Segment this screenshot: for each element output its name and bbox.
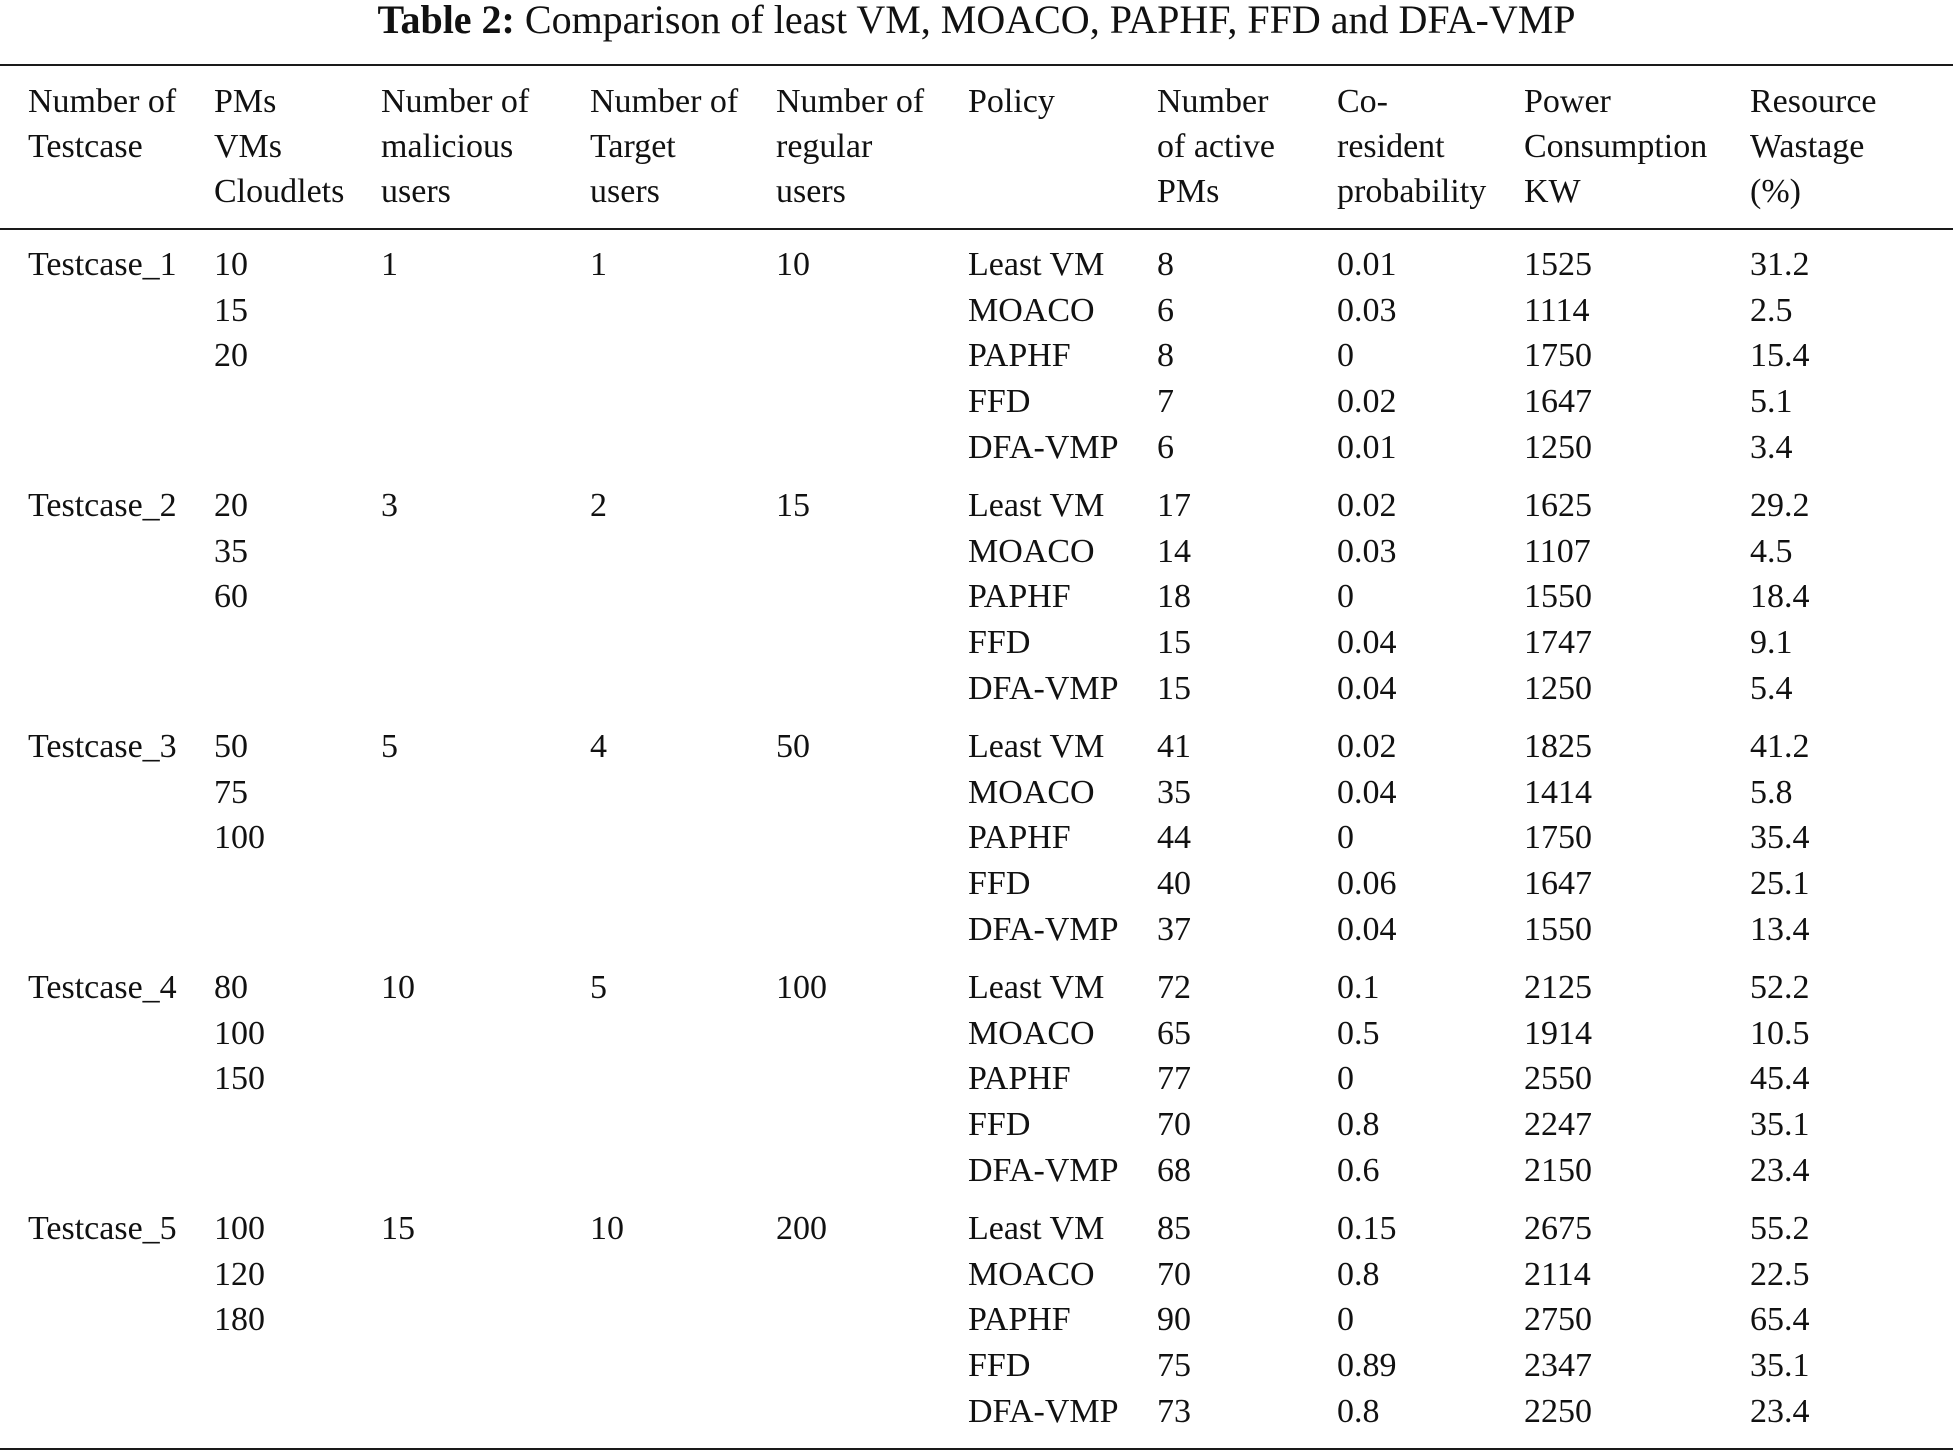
active-pms-value: 65: [1157, 1014, 1191, 1052]
policy-name: PAPHF: [968, 1301, 1071, 1339]
active-pms-value: 73: [1157, 1392, 1191, 1430]
coresident-probability-value: 0.5: [1337, 1014, 1380, 1052]
malicious-users-value: 10: [381, 969, 415, 1006]
power-consumption-value: 2250: [1524, 1392, 1592, 1430]
column-header-line: Number of: [381, 83, 530, 120]
active-pms-value: 70: [1157, 1106, 1191, 1144]
column-header-line: Number of: [28, 83, 177, 120]
power-consumption-value: 1647: [1524, 865, 1592, 903]
coresident-probability-value: 0.01: [1337, 428, 1397, 466]
coresident-probability-value: 0.89: [1337, 1347, 1397, 1385]
pms-vms-cloudlets-value: 60: [214, 578, 248, 616]
column-header-line: Number of: [590, 83, 739, 120]
testcase-name: Testcase_1: [28, 246, 177, 283]
regular-users-value: 50: [776, 728, 810, 765]
pms-vms-cloudlets-value: 100: [214, 1014, 265, 1052]
column-header-line: Target: [590, 128, 676, 165]
resource-wastage-value: 15.4: [1750, 337, 1810, 375]
coresident-probability-value: 0: [1337, 819, 1354, 857]
power-consumption-value: 2125: [1524, 969, 1592, 1006]
coresident-probability-value: 0.15: [1337, 1210, 1397, 1247]
resource-wastage-value: 35.1: [1750, 1106, 1810, 1144]
policy-name: PAPHF: [968, 819, 1071, 857]
power-consumption-value: 1250: [1524, 428, 1592, 466]
column-header-line: (%): [1750, 173, 1801, 210]
coresident-probability-value: 0.02: [1337, 383, 1397, 421]
regular-users-value: 200: [776, 1210, 827, 1247]
power-consumption-value: 1914: [1524, 1014, 1592, 1052]
coresident-probability-value: 0.1: [1337, 969, 1380, 1006]
power-consumption-value: 1747: [1524, 624, 1592, 662]
coresident-probability-value: 0.03: [1337, 532, 1397, 570]
resource-wastage-value: 23.4: [1750, 1151, 1810, 1189]
policy-name: MOACO: [968, 291, 1095, 329]
column-header: [776, 79, 924, 214]
column-header: [28, 79, 176, 169]
active-pms-value: 18: [1157, 578, 1191, 616]
active-pms-value: 6: [1157, 291, 1174, 329]
table-caption: [0, 0, 1953, 40]
target-users-value: 2: [590, 487, 607, 524]
policy-name: Least VM: [968, 728, 1105, 765]
column-header: [1524, 79, 1707, 214]
power-consumption-value: 2550: [1524, 1060, 1592, 1098]
policy-name: FFD: [968, 1347, 1031, 1385]
active-pms-value: 6: [1157, 428, 1174, 466]
active-pms-value: 75: [1157, 1347, 1191, 1385]
target-users-value: 5: [590, 969, 607, 1006]
policy-name: MOACO: [968, 1014, 1095, 1052]
pms-vms-cloudlets-value: 120: [214, 1255, 265, 1293]
column-header: [381, 79, 529, 214]
power-consumption-value: 1825: [1524, 728, 1592, 765]
column-header-line: Consumption: [1524, 128, 1708, 165]
pms-vms-cloudlets-value: 50: [214, 728, 248, 765]
target-users-value: 10: [590, 1210, 624, 1247]
pms-vms-cloudlets-value: 150: [214, 1060, 265, 1098]
coresident-probability-value: 0.06: [1337, 865, 1397, 903]
column-header-line: Testcase: [28, 128, 143, 165]
column-header-line: regular: [776, 128, 873, 165]
active-pms-value: 90: [1157, 1301, 1191, 1339]
column-header: [1157, 79, 1275, 214]
coresident-probability-value: 0.03: [1337, 291, 1397, 329]
coresident-probability-value: 0.04: [1337, 624, 1397, 662]
policy-name: FFD: [968, 865, 1031, 903]
testcase-name: Testcase_4: [28, 969, 177, 1006]
resource-wastage-value: 55.2: [1750, 1210, 1810, 1247]
column-header: [214, 79, 344, 214]
active-pms-value: 44: [1157, 819, 1191, 857]
resource-wastage-value: 65.4: [1750, 1301, 1810, 1339]
power-consumption-value: 2114: [1524, 1255, 1591, 1293]
policy-name: FFD: [968, 383, 1031, 421]
pms-vms-cloudlets-value: 75: [214, 773, 248, 811]
active-pms-value: 41: [1157, 728, 1191, 765]
coresident-probability-value: 0.8: [1337, 1106, 1380, 1144]
target-users-value: 1: [590, 246, 607, 283]
power-consumption-value: 2347: [1524, 1347, 1592, 1385]
pms-vms-cloudlets-value: 15: [214, 291, 248, 329]
testcase-name: Testcase_5: [28, 1210, 177, 1247]
policy-name: PAPHF: [968, 1060, 1071, 1098]
malicious-users-value: 15: [381, 1210, 415, 1247]
column-header-line: Co-: [1337, 83, 1388, 120]
resource-wastage-value: 5.1: [1750, 383, 1793, 421]
power-consumption-value: 2750: [1524, 1301, 1592, 1339]
resource-wastage-value: 5.8: [1750, 773, 1793, 811]
resource-wastage-value: 45.4: [1750, 1060, 1810, 1098]
resource-wastage-value: 10.5: [1750, 1014, 1810, 1052]
column-header-line: KW: [1524, 173, 1581, 210]
table-caption-text: Comparison of least VM, MOACO, PAPHF, FFD and DFA-VMP: [524, 0, 1576, 42]
active-pms-value: 15: [1157, 624, 1191, 662]
power-consumption-value: 1647: [1524, 383, 1592, 421]
policy-name: MOACO: [968, 773, 1095, 811]
power-consumption-value: 1550: [1524, 578, 1592, 616]
coresident-probability-value: 0.04: [1337, 669, 1397, 707]
table-caption-label: Table 2:: [377, 0, 515, 42]
power-consumption-value: 1525: [1524, 246, 1592, 283]
policy-name: PAPHF: [968, 578, 1071, 616]
column-header-line: Policy: [968, 83, 1055, 120]
malicious-users-value: 1: [381, 246, 398, 283]
coresident-probability-value: 0.04: [1337, 773, 1397, 811]
column-header-line: Number of: [776, 83, 925, 120]
resource-wastage-value: 41.2: [1750, 728, 1810, 765]
coresident-probability-value: 0.8: [1337, 1392, 1380, 1430]
coresident-probability-value: 0.02: [1337, 487, 1397, 524]
power-consumption-value: 2675: [1524, 1210, 1592, 1247]
active-pms-value: 85: [1157, 1210, 1191, 1247]
coresident-probability-value: 0: [1337, 337, 1354, 375]
coresident-probability-value: 0.01: [1337, 246, 1397, 283]
column-header-line: PMs: [214, 83, 277, 120]
regular-users-value: 100: [776, 969, 827, 1006]
active-pms-value: 37: [1157, 910, 1191, 948]
coresident-probability-value: 0.04: [1337, 910, 1397, 948]
resource-wastage-value: 3.4: [1750, 428, 1793, 466]
resource-wastage-value: 13.4: [1750, 910, 1810, 948]
column-header-line: VMs: [214, 128, 283, 165]
column-header-line: Power: [1524, 83, 1611, 120]
bottom-rule: [0, 1448, 1953, 1450]
pms-vms-cloudlets-value: 180: [214, 1301, 265, 1339]
testcase-name: Testcase_3: [28, 728, 177, 765]
power-consumption-value: 2150: [1524, 1151, 1592, 1189]
column-header-line: Resource: [1750, 83, 1877, 120]
coresident-probability-value: 0.6: [1337, 1151, 1380, 1189]
policy-name: DFA-VMP: [968, 428, 1119, 466]
policy-name: DFA-VMP: [968, 1151, 1119, 1189]
column-header: [968, 79, 1055, 124]
coresident-probability-value: 0.8: [1337, 1255, 1380, 1293]
resource-wastage-value: 52.2: [1750, 969, 1810, 1006]
testcase-name: Testcase_2: [28, 487, 177, 524]
coresident-probability-value: 0: [1337, 1060, 1354, 1098]
active-pms-value: 8: [1157, 337, 1174, 375]
resource-wastage-value: 29.2: [1750, 487, 1810, 524]
policy-name: Least VM: [968, 487, 1105, 524]
active-pms-value: 8: [1157, 246, 1174, 283]
policy-name: Least VM: [968, 246, 1105, 283]
policy-name: FFD: [968, 624, 1031, 662]
resource-wastage-value: 25.1: [1750, 865, 1810, 903]
pms-vms-cloudlets-value: 20: [214, 337, 248, 375]
resource-wastage-value: 22.5: [1750, 1255, 1810, 1293]
resource-wastage-value: 9.1: [1750, 624, 1793, 662]
pms-vms-cloudlets-value: 20: [214, 487, 248, 524]
active-pms-value: 68: [1157, 1151, 1191, 1189]
pms-vms-cloudlets-value: 80: [214, 969, 248, 1006]
active-pms-value: 70: [1157, 1255, 1191, 1293]
column-header: [590, 79, 738, 214]
resource-wastage-value: 4.5: [1750, 532, 1793, 570]
resource-wastage-value: 5.4: [1750, 669, 1793, 707]
policy-name: Least VM: [968, 969, 1105, 1006]
column-header-line: probability: [1337, 173, 1487, 210]
power-consumption-value: 1250: [1524, 669, 1592, 707]
column-header: [1337, 79, 1486, 214]
power-consumption-value: 1107: [1524, 532, 1591, 570]
power-consumption-value: 2247: [1524, 1106, 1592, 1144]
header-rule: [0, 228, 1953, 230]
active-pms-value: 17: [1157, 487, 1191, 524]
column-header-line: users: [590, 173, 660, 210]
regular-users-value: 15: [776, 487, 810, 524]
policy-name: PAPHF: [968, 337, 1071, 375]
resource-wastage-value: 35.4: [1750, 819, 1810, 857]
policy-name: DFA-VMP: [968, 910, 1119, 948]
power-consumption-value: 1414: [1524, 773, 1592, 811]
power-consumption-value: 1550: [1524, 910, 1592, 948]
target-users-value: 4: [590, 728, 607, 765]
column-header-line: Cloudlets: [214, 173, 345, 210]
policy-name: DFA-VMP: [968, 669, 1119, 707]
malicious-users-value: 3: [381, 487, 398, 524]
column-header-line: Number: [1157, 83, 1269, 120]
column-header-line: Wastage: [1750, 128, 1865, 165]
malicious-users-value: 5: [381, 728, 398, 765]
column-header-line: of active: [1157, 128, 1275, 165]
power-consumption-value: 1625: [1524, 487, 1592, 524]
policy-name: Least VM: [968, 1210, 1105, 1247]
pms-vms-cloudlets-value: 10: [214, 246, 248, 283]
column-header-line: users: [381, 173, 451, 210]
top-rule: [0, 64, 1953, 66]
resource-wastage-value: 23.4: [1750, 1392, 1810, 1430]
active-pms-value: 72: [1157, 969, 1191, 1006]
policy-name: FFD: [968, 1106, 1031, 1144]
resource-wastage-value: 31.2: [1750, 246, 1810, 283]
policy-name: MOACO: [968, 532, 1095, 570]
active-pms-value: 15: [1157, 669, 1191, 707]
policy-name: MOACO: [968, 1255, 1095, 1293]
coresident-probability-value: 0.02: [1337, 728, 1397, 765]
resource-wastage-value: 2.5: [1750, 291, 1793, 329]
column-header-line: resident: [1337, 128, 1445, 165]
power-consumption-value: 1750: [1524, 819, 1592, 857]
column-header-line: PMs: [1157, 173, 1220, 210]
pms-vms-cloudlets-value: 35: [214, 532, 248, 570]
coresident-probability-value: 0: [1337, 1301, 1354, 1339]
active-pms-value: 14: [1157, 532, 1191, 570]
active-pms-value: 77: [1157, 1060, 1191, 1098]
active-pms-value: 7: [1157, 383, 1174, 421]
active-pms-value: 40: [1157, 865, 1191, 903]
column-header-line: malicious: [381, 128, 514, 165]
coresident-probability-value: 0: [1337, 578, 1354, 616]
resource-wastage-value: 35.1: [1750, 1347, 1810, 1385]
regular-users-value: 10: [776, 246, 810, 283]
active-pms-value: 35: [1157, 773, 1191, 811]
power-consumption-value: 1750: [1524, 337, 1592, 375]
pms-vms-cloudlets-value: 100: [214, 1210, 265, 1247]
pms-vms-cloudlets-value: 100: [214, 819, 265, 857]
policy-name: DFA-VMP: [968, 1392, 1119, 1430]
resource-wastage-value: 18.4: [1750, 578, 1810, 616]
column-header-line: users: [776, 173, 846, 210]
power-consumption-value: 1114: [1524, 291, 1590, 329]
column-header: [1750, 79, 1877, 214]
